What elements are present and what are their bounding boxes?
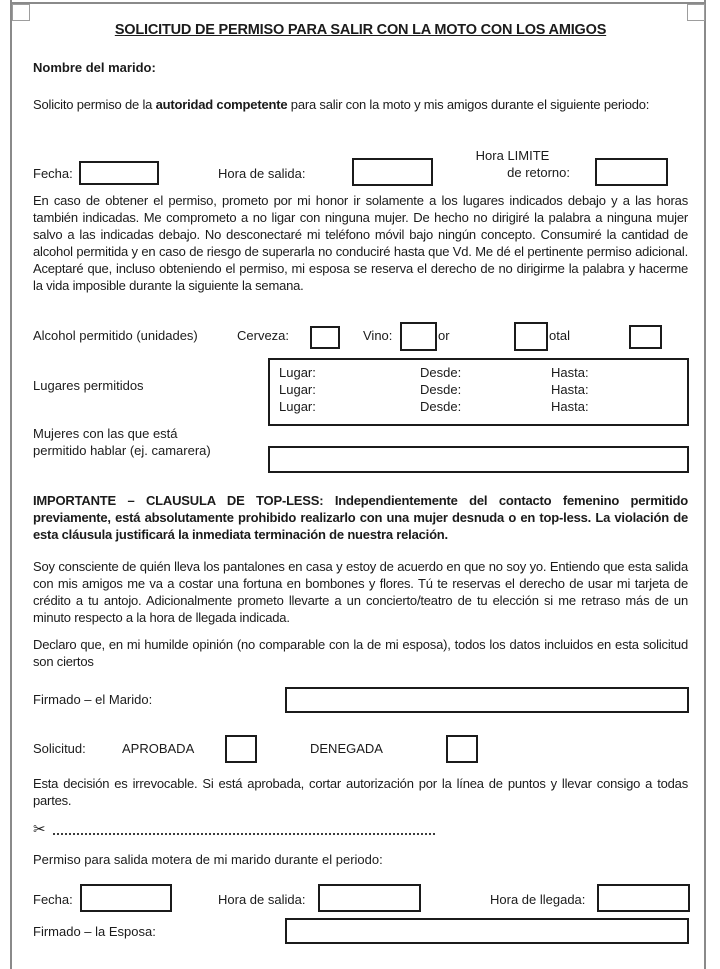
page-title: SOLICITUD DE PERMISO PARA SALIR CON LA MOTO CON LOS AMIGOS [114,22,607,38]
margin-corner-mark-left [12,4,30,21]
fecha-esposa-label: Fecha: [33,892,73,907]
margin-corner-mark-right [687,4,705,21]
decision-paragraph: Esta decisión es irrevocable. Si está aprobada, cortar autorización por la línea de puntos y llevar consigo a todas partes. [33,776,688,808]
intro-text-bold: autoridad competente [155,97,288,112]
desde-label: Desde: [420,382,462,397]
licor-label-partial: or [438,328,450,343]
lugares-row[interactable] [279,364,687,381]
mujeres-label-line1: Mujeres con las que está [33,426,178,441]
mujeres-label-line2: permitido hablar (ej. camarera) [33,443,211,458]
fecha-label: Fecha: [33,166,73,181]
denegada-label: DENEGADA [310,741,383,756]
alcohol-permitido-label: Alcohol permitido (unidades) [33,328,198,343]
solicitud-label: Solicitud: [33,741,86,756]
mujeres-input[interactable] [268,446,689,473]
hora-salida-input[interactable] [352,158,433,186]
page-edge-left [10,0,12,969]
nombre-marido-label: Nombre del marido: [33,60,156,75]
hora-salida-esposa-label: Hora de salida: [218,892,306,907]
lugares-row[interactable] [279,381,687,398]
firmado-marido-label: Firmado – el Marido: [33,692,153,707]
topless-clause-paragraph: IMPORTANTE – CLAUSULA DE TOP-LESS: Independientemente del contacto femenino permitido previamente, está absolutamente prohibido realizarlo con una mujer desnuda o en top-less. La violación de esta cláusula justificará la inmediata terminación de nuestra relación. [33,493,688,542]
hora-limite-line1: Hora LIMITE [475,148,550,163]
intro-text-post: para salir con la moto y mis amigos durante el siguiente periodo: [287,97,650,112]
firmado-esposa-label: Firmado – la Esposa: [33,924,156,939]
page-edge-right [704,0,706,969]
intro-text-pre: Solicito permiso de la [33,97,156,112]
hasta-label: Hasta: [551,399,589,414]
hora-llegada-input[interactable] [597,884,690,912]
intro-paragraph [33,96,688,113]
cerveza-input[interactable] [310,326,340,349]
pants-paragraph: Soy consciente de quién lleva los pantalones en casa y estoy de acuerdo en que no soy yo. Entiendo que esta salida con mis amigos me va a costar una fortuna en bombones y flores. Tú te reservas el derecho de usar mi tarjeta de crédito a tu antojo. Adicionalmente prometo llevarte a un concierto/teatro de tu elección si me retraso más de un minuto respecto a la hora de llegada indicada. [33,559,688,625]
hasta-label: Hasta: [551,365,589,380]
page-edge-top [10,2,706,4]
hora-limite-label [455,147,570,181]
promise-paragraph: En caso de obtener el permiso, prometo por mi honor ir solamente a los lugares indicados debajo y a las horas también indicadas. Me comprometo a no ligar con ninguna mujer. De hecho no dirigiré la palabra a ninguna mujer salvo a las indicadas debajo. No desconectaré mi teléfono móvil bajo ningún concepto. Consumiré la cantidad de alcohol permitida y en caso de riesgo de superarla no conduciré hasta que Vd. Me dé el pertinente permiso adicional. Aceptaré que, incluso obteniendo el permiso, mi esposa se reserva el derecho de no dirigirme la palabra y hacerme la vida imposible durante la siguiente la semana. [33,193,688,293]
fecha-input[interactable] [79,161,159,185]
lugares-table[interactable] [268,358,689,426]
desde-label: Desde: [420,365,462,380]
lugar-label: Lugar: [279,365,316,380]
hora-limite-line2: de retorno: [507,165,570,180]
scissors-icon: ✂ [33,821,46,838]
lugar-label: Lugar: [279,399,316,414]
hora-salida-label: Hora de salida: [218,166,306,181]
hora-llegada-label: Hora de llegada: [490,892,586,907]
hasta-label: Hasta: [551,382,589,397]
fecha-esposa-input[interactable] [80,884,172,912]
desde-label: Desde: [420,399,462,414]
hora-salida-esposa-input[interactable] [318,884,421,912]
denegada-checkbox[interactable] [446,735,478,763]
firmado-marido-input[interactable] [285,687,689,713]
total-label-partial: otal [549,328,570,343]
total-input[interactable] [629,325,662,349]
hora-retorno-input[interactable] [595,158,668,186]
vino-input[interactable] [400,322,437,351]
cerveza-label: Cerveza: [237,328,290,343]
declaro-paragraph: Declaro que, en mi humilde opinión (no comparable con la de mi esposa), todos los datos incluidos en esta solicitud son ciertos [33,637,688,669]
aprobada-label: APROBADA [122,741,195,756]
firmado-esposa-input[interactable] [285,918,689,944]
lugar-label: Lugar: [279,382,316,397]
lugares-permitidos-label: Lugares permitidos [33,378,144,393]
lugares-row[interactable] [279,398,687,415]
cut-dotted-line [53,820,435,835]
vino-label: Vino: [363,328,393,343]
licor-input[interactable] [514,322,548,351]
aprobada-checkbox[interactable] [225,735,257,763]
permiso-esposa-line: Permiso para salida motera de mi marido durante el periodo: [33,852,383,867]
